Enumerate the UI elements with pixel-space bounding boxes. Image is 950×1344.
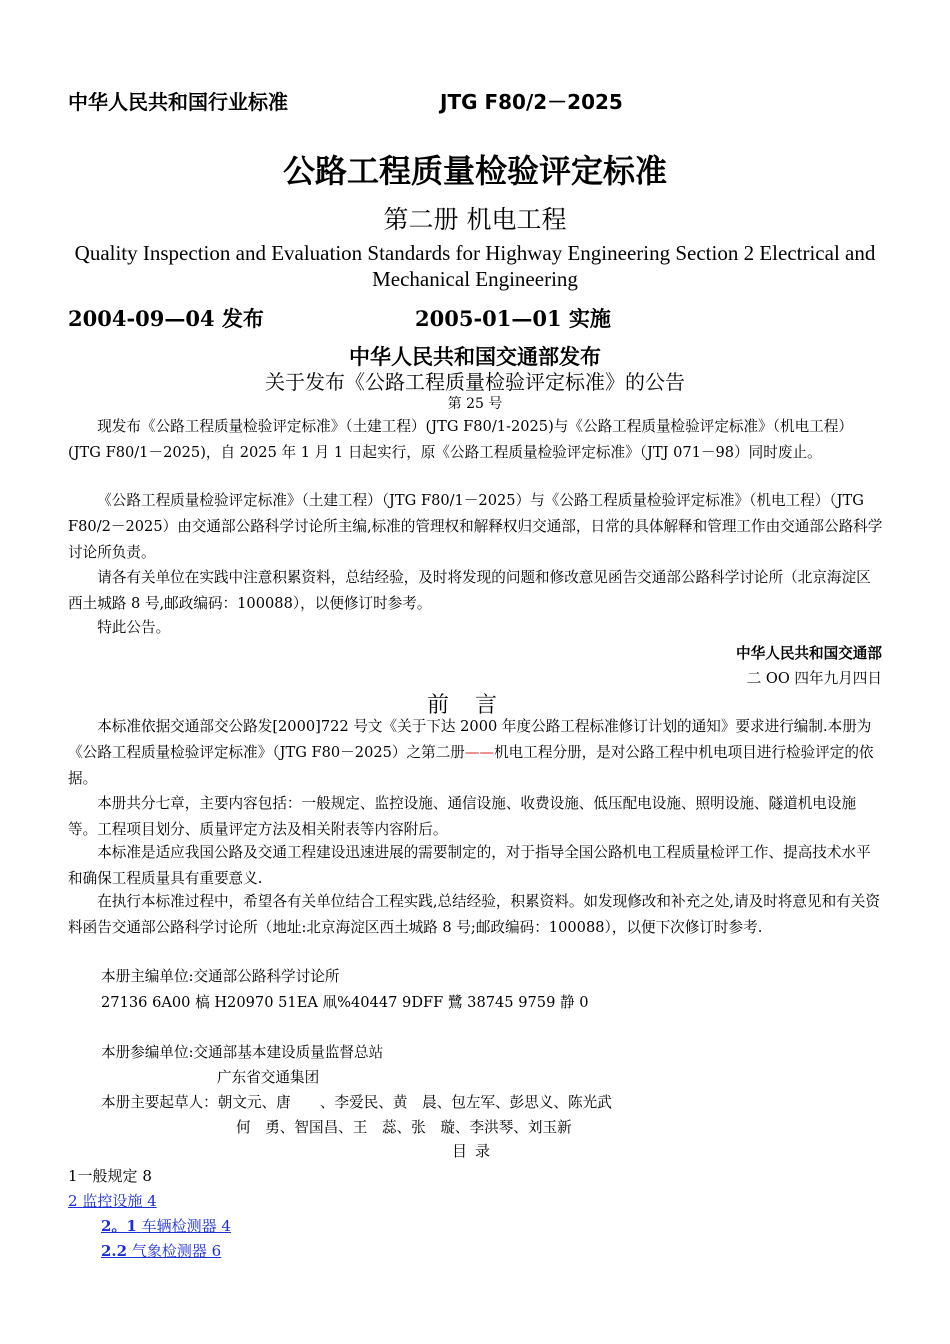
toc-item-text: 气象检测器 6 — [131, 1242, 222, 1260]
notice-title: 关于发布《公路工程质量检验评定标准》的公告 — [265, 370, 685, 394]
chief-unit: 本册主编单位:交通部公路科学讨论所 — [101, 968, 340, 985]
notice-signer: 中华人民共和国交通部 — [736, 645, 882, 662]
publisher: 中华人民共和国交通部发布 — [349, 345, 601, 369]
toc-item[interactable] — [68, 1165, 152, 1186]
notice-paragraph-2: 《公路工程质量检验评定标准》（土建工程）（JTG F80/1－2025）与《公路工程质量检验评定标准》（机电工程）（JTG F80/2－2025）由交通部公路科学讨论所主编,标准的管理权和解释权归交通部，日常的具体解释和管理工作由交通部公路科学讨论所负责。 — [68, 492, 883, 561]
drafters-2: 何 勇、智国昌、王 蕊、张 璇、李洪琴、刘玉新 — [236, 1119, 572, 1136]
preface-p1-text-a: 本标准依据交通部交公路发[2000]722 号文《关于下达 2000 年度公路工程标准修订计划的通知》要求进行编制.本册为《公路工程质量检验评定标准》（JTG F80－2025）之第二册 — [68, 718, 872, 761]
preface-p1-text-b: 机电工程分册，是对公路工程中机电项目进行检验评定的依据。 — [68, 744, 874, 787]
toc-item-text: 监控设施 4 — [82, 1192, 157, 1210]
toc-title: 目录 — [451, 1142, 498, 1160]
notice-sign-date: 二 OO 四年九月四日 — [746, 670, 882, 687]
standard-org: 中华人民共和国行业标准 — [68, 90, 288, 114]
toc-item-number: 2.2 — [101, 1242, 128, 1260]
standard-code: JTG F80/2－2025 — [440, 90, 623, 114]
issue-date: 2004-09—04 发布 — [68, 306, 264, 331]
toc-item-text: 车辆检测器 4 — [141, 1217, 231, 1235]
document-subtitle: 第二册 机电工程 — [383, 205, 567, 234]
notice-paragraph-4: 特此公告。 — [97, 619, 171, 636]
drafters: 本册主要起草人：朝文元、唐 、李爱民、黄 晨、包左军、彭思义、陈光武 — [101, 1094, 612, 1111]
document-title: 公路工程质量检验评定标准 — [282, 152, 667, 190]
toc-item-number: 2 — [68, 1192, 78, 1210]
toc-link[interactable] — [101, 1240, 221, 1261]
participating-units: 本册参编单位:交通部基本建设质量监督总站 — [101, 1044, 384, 1061]
preface-paragraph-2: 本册共分七章，主要内容包括：一般规定、监控设施、通信设施、收费设施、低压配电设施、照明设施、隧道机电设施等。工程项目划分、质量评定方法及相关附表等内容附后。 — [68, 795, 857, 838]
notice-number: 第 25 号 — [447, 396, 503, 412]
notice-paragraph-1: 现发布《公路工程质量检验评定标准》（土建工程）(JTG F80/1-2025)与《公路工程质量检验评定标准》（机电工程）(JTG F80/1－2025)，自 2025 年 1 月 1 日起实行，原《公路工程质量检验评定标准》（JTJ 071－98）同时废止。 — [68, 418, 853, 461]
implement-date: 2005-01—01 实施 — [415, 306, 611, 331]
preface-paragraph-3: 本标准是适应我国公路及交通工程建设迅速进展的需要制定的，对于指导全国公路机电工程质量检评工作、提高技术水平和确保工程质量具有重要意义. — [68, 844, 871, 887]
toc-item-text: 一般规定 8 — [77, 1167, 152, 1185]
toc-link[interactable] — [68, 1190, 157, 1211]
toc-item-number: 2。1 — [101, 1217, 137, 1235]
red-dash: —— — [464, 744, 495, 761]
preface-paragraph-4: 在执行本标准过程中，希望各有关单位结合工程实践,总结经验，积累资料。如发现修改和补充之处,请及时将意见和有关资料函告交通部公路科学讨论所（地址:北京海淀区西土城路 8 号;邮政编码：100088），以便下次修订时参考. — [68, 893, 880, 936]
toc-link[interactable] — [101, 1215, 231, 1236]
preface-title: 前言 — [426, 693, 523, 718]
participating-units-2: 广东省交通集团 — [217, 1069, 320, 1086]
english-title: Quality Inspection and Evaluation Standards for Highway Engineering Section 2 Electrical and Mechanical Engineering — [74, 241, 876, 291]
preface-paragraph-1 — [68, 714, 883, 792]
toc-item-number: 1 — [68, 1167, 78, 1185]
notice-paragraph-3: 请各有关单位在实践中注意积累资料，总结经验，及时将发现的问题和修改意见函告交通部公路科学讨论所（北京海淀区西土城路 8 号,邮政编码：100088），以便修订时参考。 — [68, 569, 871, 612]
garbled-line: 27136 6A00 槁 H20970 51EA 凧%40447 9DFF 鷺 38745 9759 静 0 — [101, 994, 589, 1011]
